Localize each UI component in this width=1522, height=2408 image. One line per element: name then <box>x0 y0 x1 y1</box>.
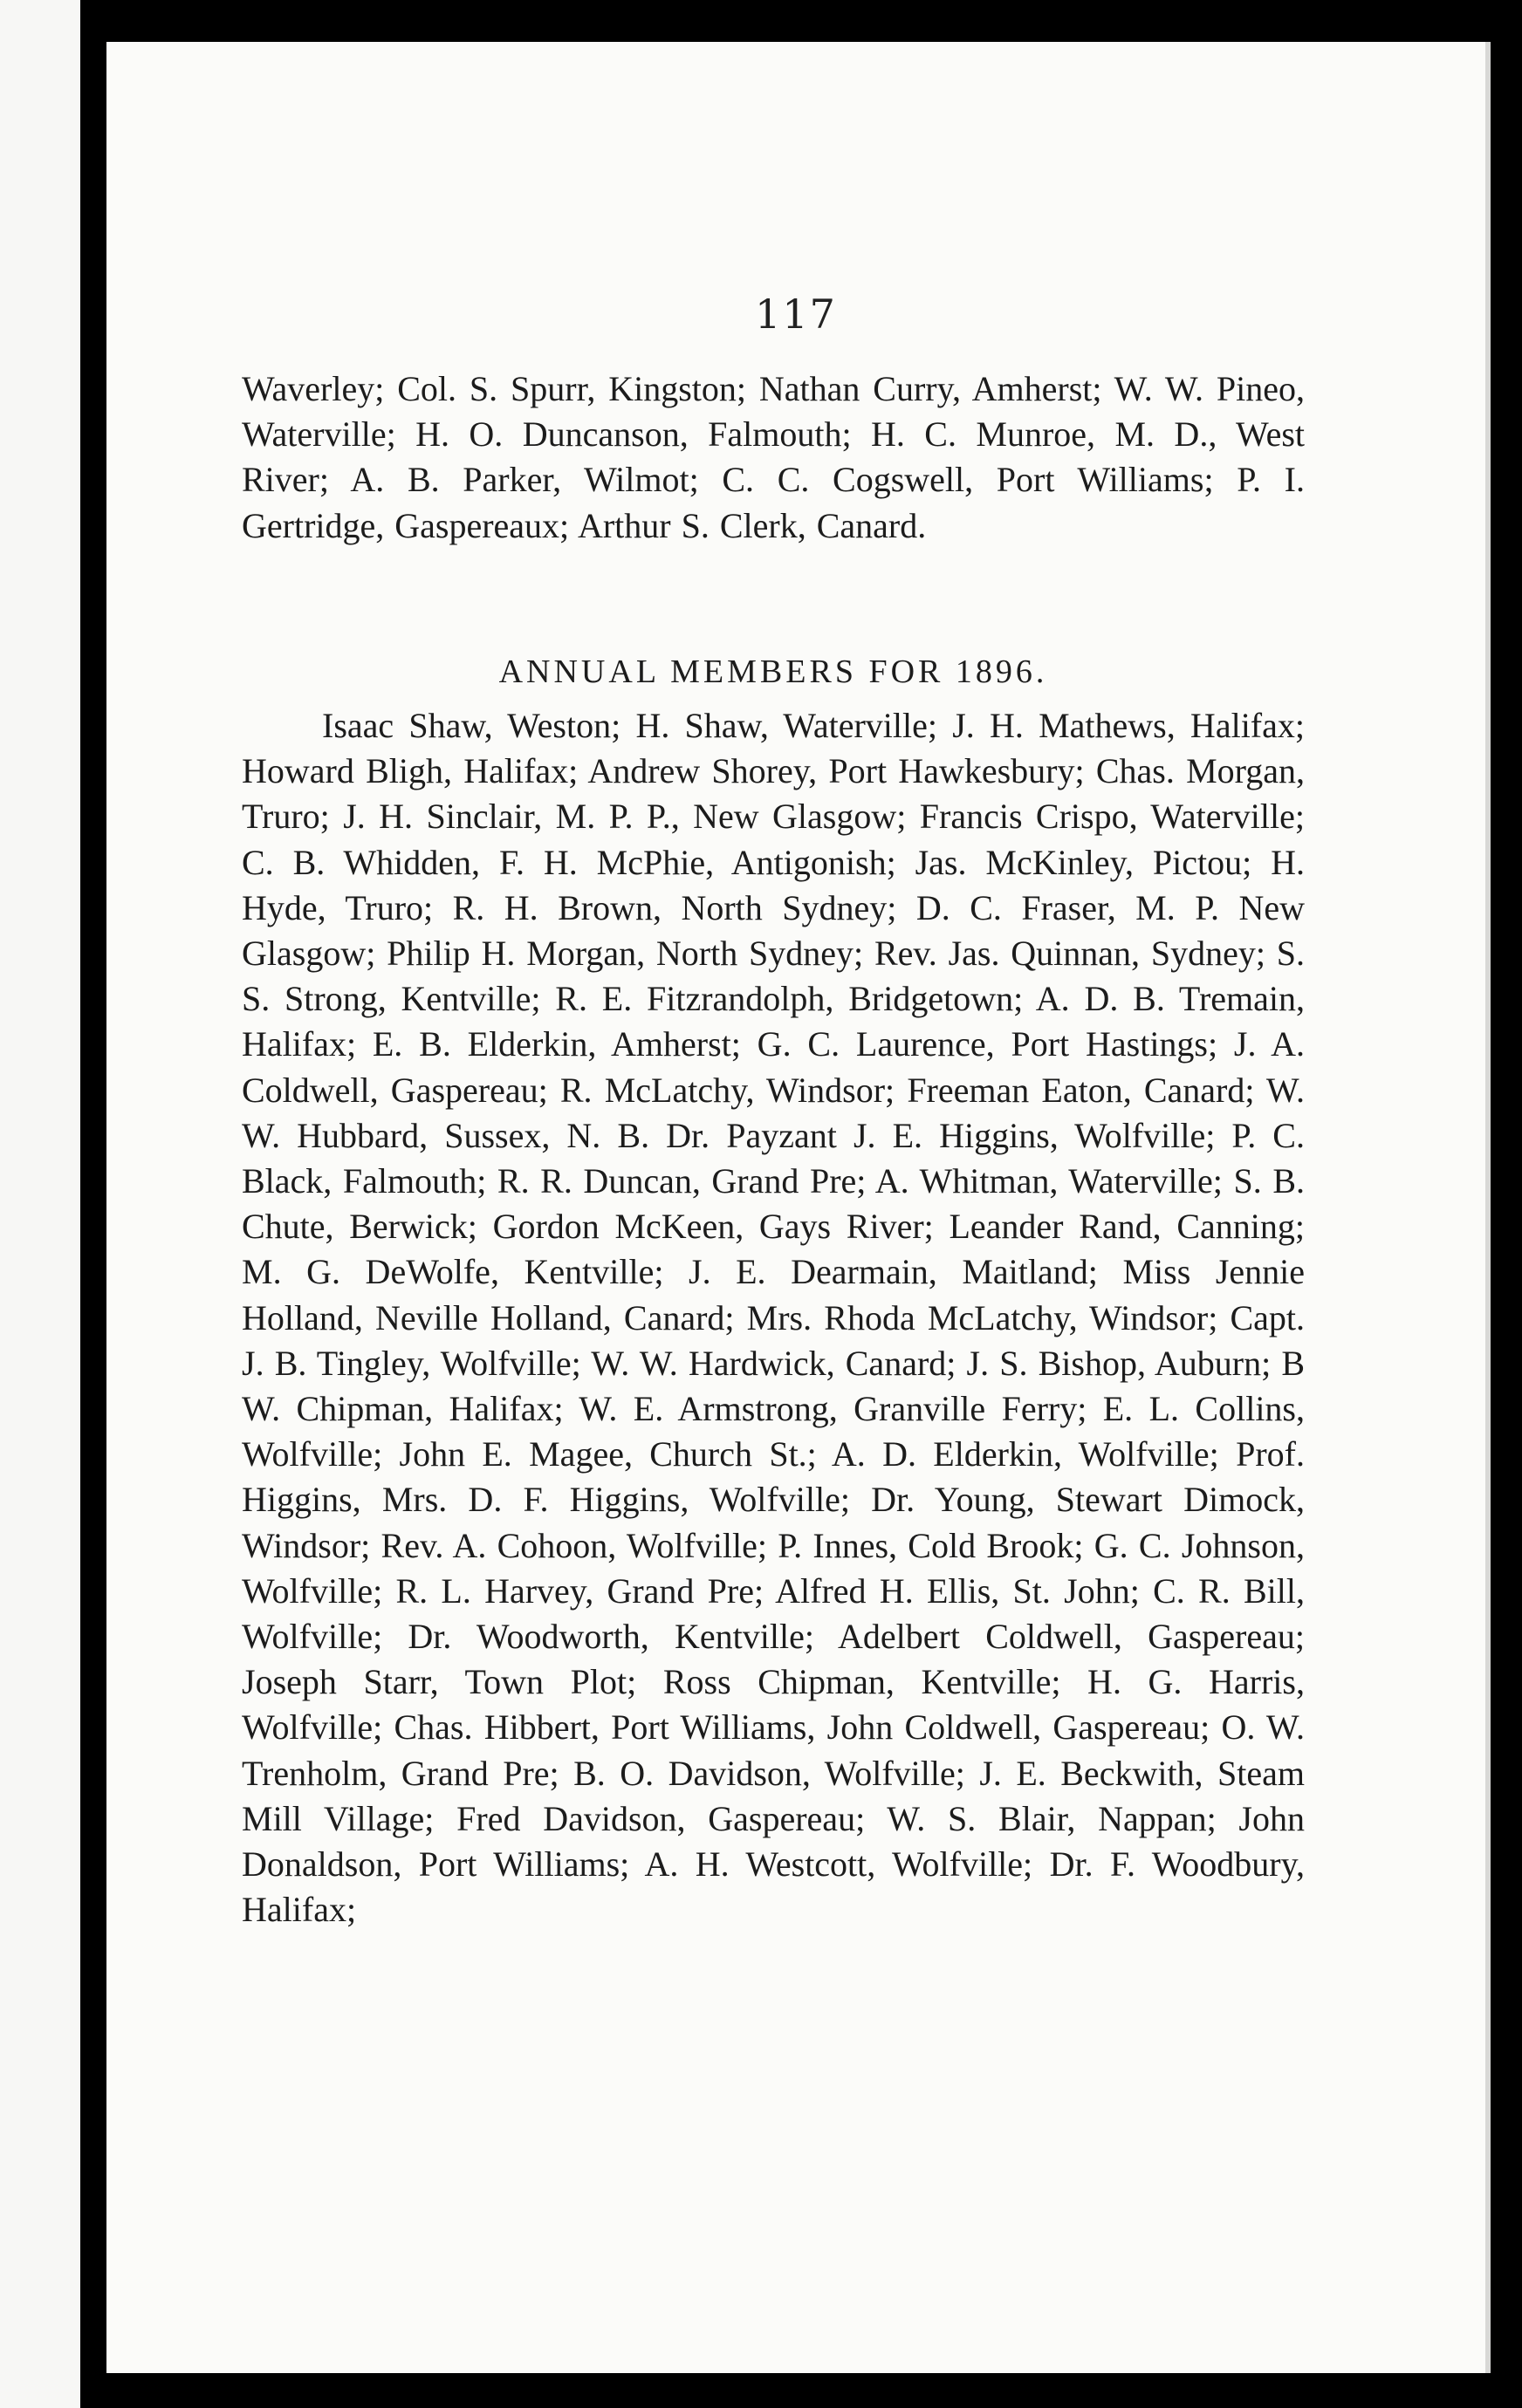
section-heading: ANNUAL MEMBERS FOR 1896. <box>498 653 1048 690</box>
continuation-paragraph: Waverley; Col. S. Spurr, Kingston; Nathan Curry, Amherst; W. W. Pineo, Waterville; H. O. Duncanson, Falmouth; H. C. Munroe, M. D., West River; A. B. Parker, Wilmot; C. C. Cogswell, Port Williams; P. I. Gertridge, Gaspereaux; Arthur S. Clerk, Canard. <box>242 369 1305 545</box>
facing-page-edge <box>0 0 80 2408</box>
book-page <box>106 42 1491 2373</box>
annual-members-paragraph: Isaac Shaw, Weston; H. Shaw, Waterville; J. H. Mathews, Halifax; Howard Bligh, Halifax; Andrew Shorey, Port Hawkesbury; Chas. Morgan, Truro; J. H. Sinclair, M. P. P., New Glasgow; Francis Crispo, Waterville; C. B. Whidden, F. H. McPhie, Antigonish; Jas. McKinley, Pictou; H. Hyde, Truro; R. H. Brown, North Sydney; D. C. Fraser, M. P. New Glasgow; Philip H. Morgan, North Sydney; Rev. Jas. Quinnan, Sydney; S. S. Strong, Kentville; R. E. Fitzrandolph, Bridgetown; A. D. B. Tremain, Halifax; E. B. Elderkin, Amherst; G. C. Laurence, Port Hastings; J. A. Coldwell, Gaspereau; R. McLatchy, Windsor; Freeman Eaton, Canard; W. W. Hubbard, Sussex, N. B. Dr. Payzant J. E. Higgins, Wolfville; P. C. Black, Falmouth; R. R. Duncan, Grand Pre; A. Whitman, Waterville; S. B. Chute, Berwick; Gordon McKeen, Gays River; Leander Rand, Canning; M. G. DeWolfe, Kentville; J. E. Dearmain, Maitland; Miss Jennie Holland, Neville Holland, Canard; Mrs. Rhoda McLatchy, Windsor; Capt. J. B. Tingley, Wolfville; W. W. Hardwick, Canard; J. S. Bishop, Auburn; B W. Chipman, Halifax; W. E. Armstrong, Granville Ferry; E. L. Collins, Wolfville; John E. Magee, Church St.; A. D. Elderkin, Wolfville; Prof. Higgins, Mrs. D. F. Higgins, Wolfville; Dr. Young, Stewart Dimock, Windsor; Rev. A. Cohoon, Wolfville; P. Innes, Cold Brook; G. C. Johnson, Wolfville; R. L. Harvey, Grand Pre; Alfred H. Ellis, St. John; C. R. Bill, Wolfville; Dr. Woodworth, Kentville; Adelbert Coldwell, Gaspereau; Joseph Starr, Town Plot; Ross Chipman, Kentville; H. G. Harris, Wolfville; Chas. Hibbert, Port Williams, John Coldwell, Gaspereau; O. W. Trenholm, Grand Pre; B. O. Davidson, Wolfville; J. E. Beckwith, Steam Mill Village; Fred Davidson, Gaspereau; W. S. Blair, Nappan; John Donaldson, Port Williams; A. H. Westcott, Wolfville; Dr. F. Woodbury, Halifax; <box>242 706 1305 1930</box>
page-number: 117 <box>755 291 837 338</box>
